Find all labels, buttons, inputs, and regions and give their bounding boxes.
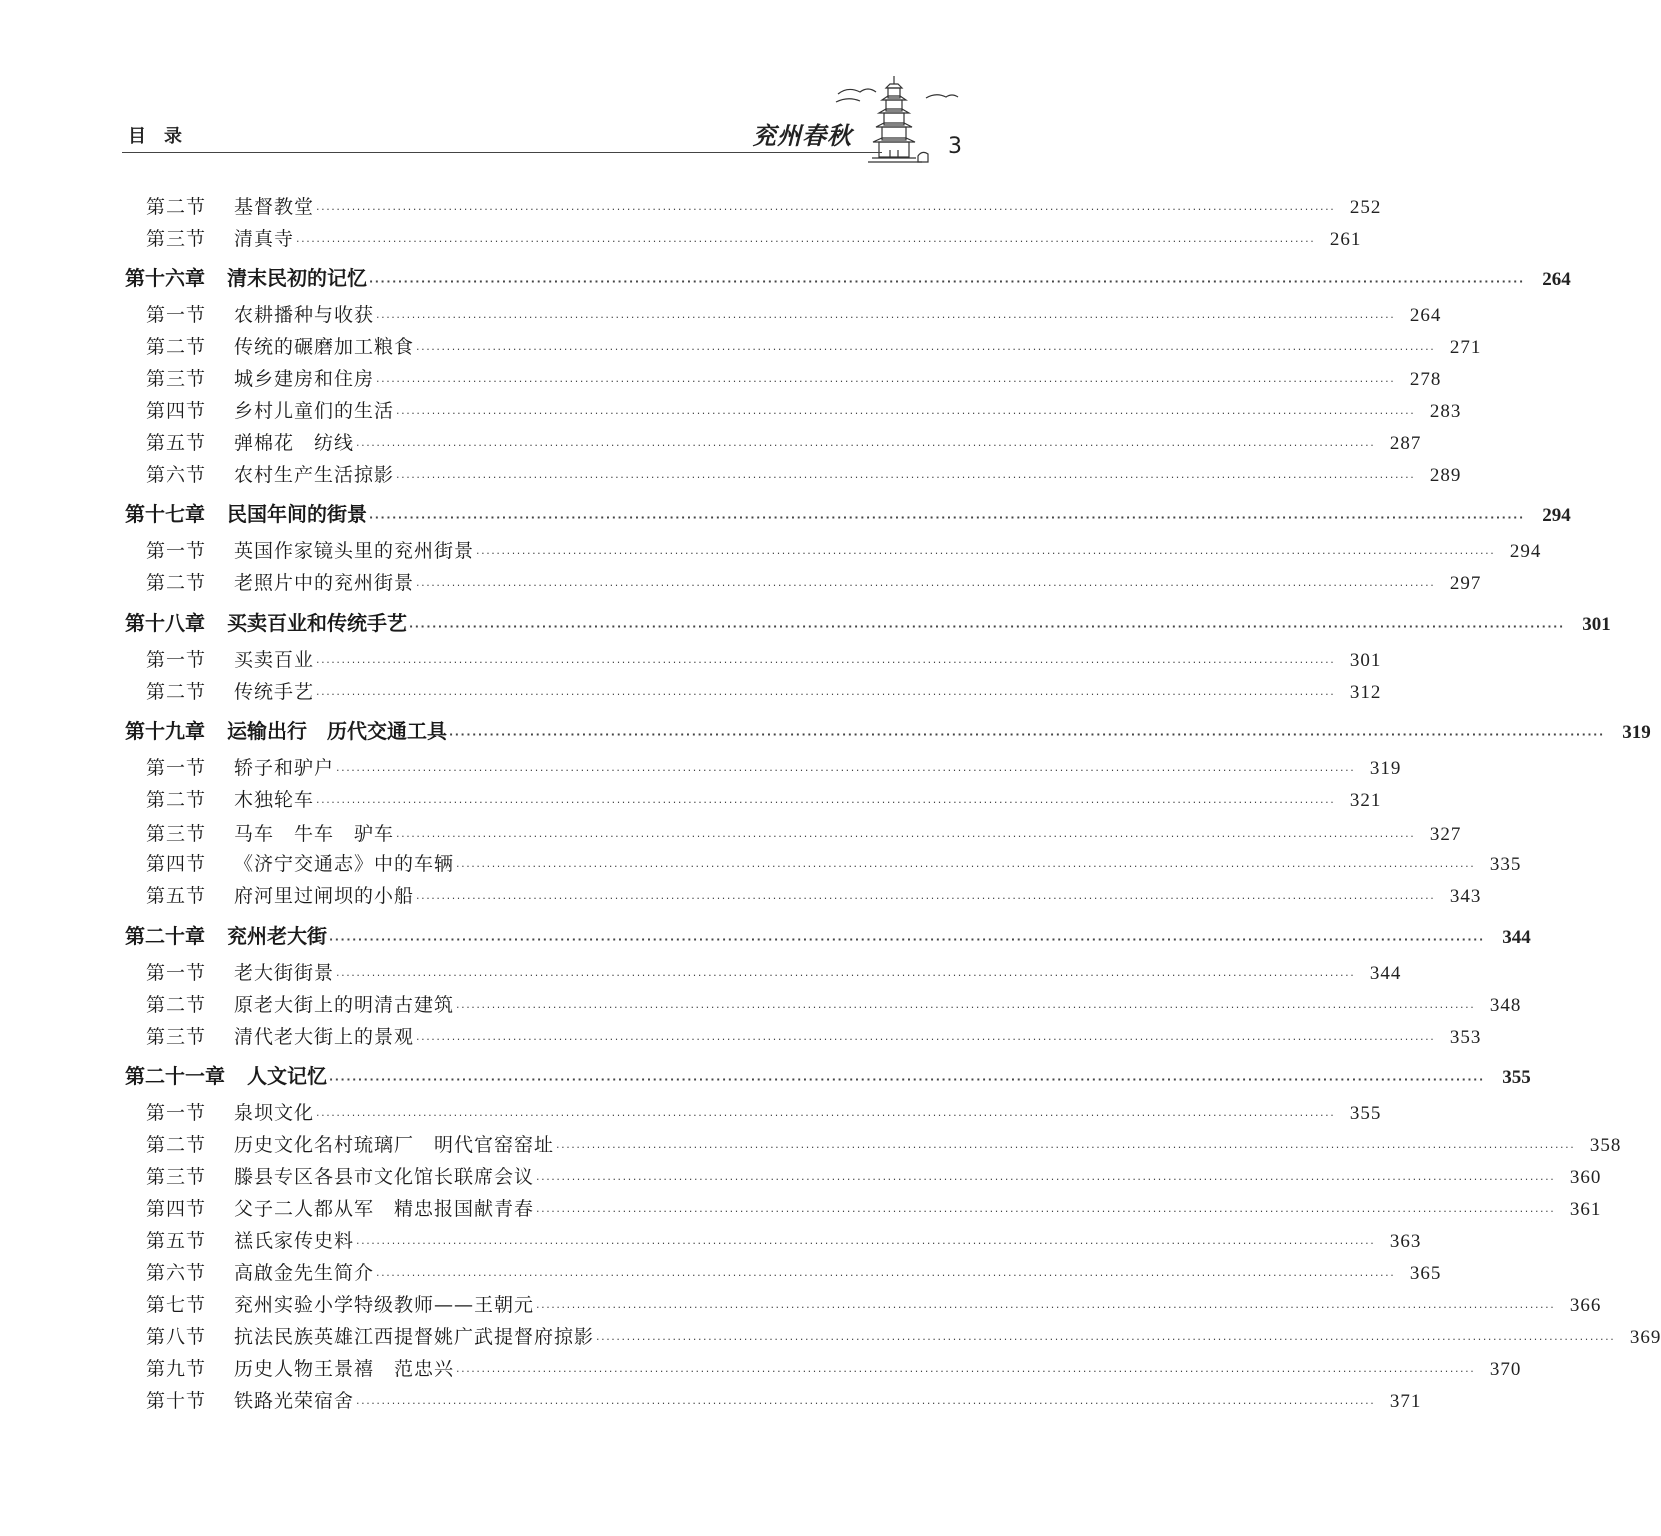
toc-section-row	[0, 224, 1362, 256]
toc-page-number: 312	[1349, 682, 1382, 703]
toc-chapter-number: 第二十章	[125, 924, 205, 948]
toc-section-row	[0, 1322, 1661, 1354]
toc-page-number: 264	[1409, 305, 1442, 326]
toc-section-number: 第二节	[146, 1134, 207, 1156]
toc-section-title: 铁路光荣宿舍	[234, 1390, 355, 1412]
toc-dot-leader: ········································································································································································································	[316, 688, 1336, 701]
toc-dot-leader: ········································································································································································································	[536, 1173, 1556, 1186]
toc-dot-leader: ········································································································································································································	[396, 407, 1416, 420]
toc-dot-leader: ········································································································································································································	[336, 969, 1356, 982]
header-book-title: 兖州春秋	[752, 121, 852, 150]
toc-section-number: 第四节	[146, 400, 207, 422]
toc-section-title: 农村生产生活掠影	[234, 464, 395, 486]
toc-section-title: 基督教堂	[234, 196, 315, 218]
toc-dot-leader: ········································································································································································································	[369, 511, 1525, 524]
toc-chapter-title: 人文记忆	[247, 1064, 327, 1088]
toc-page-number: 370	[1489, 1359, 1522, 1380]
pagoda-icon	[832, 72, 962, 172]
toc-section-title: 禚氏家传史料	[234, 1230, 355, 1252]
toc-section-number: 第一节	[146, 1102, 207, 1124]
toc-chapter-row	[0, 920, 1531, 952]
toc-page-number: 252	[1349, 197, 1382, 218]
toc-section-row	[0, 849, 1522, 881]
header-page-number: 3	[948, 134, 962, 159]
toc-section-number: 第一节	[146, 540, 207, 562]
toc-page-number: 335	[1489, 854, 1522, 875]
toc-section-title: 高啟金先生简介	[234, 1262, 375, 1284]
toc-section-row	[0, 1098, 1382, 1130]
toc-page-number: 327	[1429, 824, 1462, 845]
toc-section-row	[0, 819, 1462, 851]
toc-section-number: 第五节	[146, 432, 207, 454]
toc-page-number: 355	[1349, 1103, 1382, 1124]
toc-page-number: 344	[1502, 927, 1531, 948]
toc-chapter-number: 第十七章	[125, 502, 205, 526]
toc-page-number: 344	[1369, 963, 1402, 984]
toc-section-title: 轿子和驴户	[234, 757, 335, 779]
toc-section-number: 第一节	[146, 649, 207, 671]
toc-dot-leader: ········································································································································································································	[416, 892, 1436, 905]
toc-section-number: 第一节	[146, 304, 207, 326]
toc-section-title: 老照片中的兖州街景	[234, 572, 415, 594]
toc-section-row	[0, 332, 1482, 364]
toc-dot-leader: ········································································································································································································	[356, 1237, 1376, 1250]
toc-page-number: 321	[1349, 790, 1382, 811]
toc-dot-leader: ········································································································································································································	[416, 579, 1436, 592]
toc-page-number: 360	[1569, 1167, 1602, 1188]
toc-section-number: 第十节	[146, 1390, 207, 1412]
toc-page-number: 353	[1449, 1027, 1482, 1048]
toc-page-number: 289	[1429, 465, 1462, 486]
toc-dot-leader: ········································································································································································································	[409, 620, 1565, 633]
toc-section-number: 第二节	[146, 336, 207, 358]
toc-page-number: 365	[1409, 1263, 1442, 1284]
header-rule	[122, 152, 882, 153]
toc-section-title: 农耕播种与收获	[234, 304, 375, 326]
toc-section-number: 第四节	[146, 853, 207, 875]
toc-chapter-title: 清末民初的记忆	[227, 266, 367, 290]
toc-page-number: 319	[1622, 722, 1651, 743]
toc-dot-leader: ········································································································································································································	[449, 728, 1605, 741]
toc-section-row	[0, 881, 1482, 913]
toc-dot-leader: ········································································································································································································	[456, 1365, 1476, 1378]
toc-section-row	[0, 1258, 1442, 1290]
toc-section-number: 第九节	[146, 1358, 207, 1380]
toc-section-number: 第三节	[146, 228, 207, 250]
toc-page-number: 363	[1389, 1231, 1422, 1252]
toc-chapter-row	[0, 498, 1571, 530]
toc-section-row	[0, 1022, 1482, 1054]
toc-section-row	[0, 958, 1402, 990]
toc-section-row	[0, 1386, 1422, 1418]
toc-page-number: 355	[1502, 1067, 1531, 1088]
toc-section-number: 第三节	[146, 823, 207, 845]
toc-section-title: 乡村儿童们的生活	[234, 400, 395, 422]
toc-dot-leader: ········································································································································································································	[396, 830, 1416, 843]
toc-section-title: 马车 牛车 驴车	[234, 823, 395, 845]
toc-section-number: 第七节	[146, 1294, 207, 1316]
toc-section-number: 第二节	[146, 789, 207, 811]
toc-section-number: 第二节	[146, 196, 207, 218]
toc-chapter-title: 民国年间的街景	[227, 502, 367, 526]
toc-page-number: 319	[1369, 758, 1402, 779]
toc-dot-leader: ········································································································································································································	[396, 471, 1416, 484]
toc-chapter-title: 买卖百业和传统手艺	[227, 611, 407, 635]
toc-section-number: 第五节	[146, 1230, 207, 1252]
toc-section-row	[0, 1290, 1602, 1322]
toc-page-number: 301	[1349, 650, 1382, 671]
toc-section-number: 第六节	[146, 464, 207, 486]
toc-section-number: 第八节	[146, 1326, 207, 1348]
toc-section-number: 第二节	[146, 994, 207, 1016]
toc-section-row	[0, 1162, 1602, 1194]
toc-section-row	[0, 300, 1442, 332]
toc-section-title: 英国作家镜头里的兖州街景	[234, 540, 475, 562]
toc-dot-leader: ········································································································································································································	[316, 796, 1336, 809]
toc-section-row	[0, 990, 1522, 1022]
toc-section-title: 传统手艺	[234, 681, 315, 703]
toc-dot-leader: ········································································································································································································	[536, 1301, 1556, 1314]
toc-page-number: 348	[1489, 995, 1522, 1016]
toc-section-title: 历史人物王景禧 范忠兴	[234, 1358, 455, 1380]
toc-section-row	[0, 1226, 1422, 1258]
toc-section-number: 第一节	[146, 962, 207, 984]
toc-page-number: 278	[1409, 369, 1442, 390]
toc-section-row	[0, 460, 1462, 492]
toc-section-row	[0, 568, 1482, 600]
toc-dot-leader: ········································································································································································································	[556, 1141, 1576, 1154]
toc-section-title: 《济宁交通志》中的车辆	[234, 853, 455, 875]
toc-section-number: 第三节	[146, 1166, 207, 1188]
toc-chapter-number: 第十八章	[125, 611, 205, 635]
toc-page-number: 371	[1389, 1391, 1422, 1412]
toc-page-number: 294	[1542, 505, 1571, 526]
toc-section-title: 买卖百业	[234, 649, 315, 671]
toc-dot-leader: ········································································································································································································	[416, 343, 1436, 356]
toc-page-number: 294	[1509, 541, 1542, 562]
toc-section-title: 历史文化名村琉璃厂 明代官窑窑址	[234, 1134, 555, 1156]
toc-dot-leader: ········································································································································································································	[476, 547, 1496, 560]
toc-dot-leader: ········································································································································································································	[356, 1397, 1376, 1410]
toc-section-title: 清真寺	[234, 228, 295, 250]
toc-dot-leader: ········································································································································································································	[536, 1205, 1556, 1218]
toc-dot-leader: ········································································································································································································	[456, 1001, 1476, 1014]
toc-chapter-title: 兖州老大街	[227, 924, 327, 948]
toc-page-number: 261	[1329, 229, 1362, 250]
toc-section-number: 第六节	[146, 1262, 207, 1284]
toc-section-number: 第四节	[146, 1198, 207, 1220]
toc-chapter-row	[0, 715, 1651, 747]
toc-dot-leader: ········································································································································································································	[296, 235, 1316, 248]
toc-section-title: 原老大街上的明清古建筑	[234, 994, 455, 1016]
toc-section-title: 清代老大街上的景观	[234, 1026, 415, 1048]
toc-chapter-title: 运输出行 历代交通工具	[227, 719, 447, 743]
toc-section-title: 兖州实验小学特级教师——王朝元	[234, 1294, 535, 1316]
toc-section-row	[0, 1130, 1622, 1162]
toc-chapter-number: 第十九章	[125, 719, 205, 743]
toc-section-row	[0, 396, 1462, 428]
toc-section-number: 第一节	[146, 757, 207, 779]
toc-section-title: 城乡建房和住房	[234, 368, 375, 390]
toc-section-title: 父子二人都从军 精忠报国献青春	[234, 1198, 535, 1220]
toc-section-title: 泉坝文化	[234, 1102, 315, 1124]
toc-dot-leader: ········································································································································································································	[369, 275, 1525, 288]
toc-dot-leader: ········································································································································································································	[456, 860, 1476, 873]
toc-dot-leader: ········································································································································································································	[356, 439, 1376, 452]
toc-section-row	[0, 364, 1442, 396]
toc-section-row	[0, 1354, 1522, 1386]
header-section-label: 目录	[128, 126, 200, 147]
toc-page-number: 369	[1629, 1327, 1661, 1348]
toc-chapter-row	[0, 607, 1611, 639]
toc-dot-leader: ········································································································································································································	[416, 1033, 1436, 1046]
toc-section-title: 府河里过闸坝的小船	[234, 885, 415, 907]
toc-dot-leader: ········································································································································································································	[329, 1073, 1485, 1086]
toc-section-title: 弹棉花 纺线	[234, 432, 355, 454]
toc-section-row	[0, 1194, 1602, 1226]
toc-section-row	[0, 645, 1382, 677]
toc-section-row	[0, 192, 1382, 224]
toc-chapter-number: 第十六章	[125, 266, 205, 290]
toc-section-title: 滕县专区各县市文化馆长联席会议	[234, 1166, 535, 1188]
toc-section-title: 老大街街景	[234, 962, 335, 984]
toc-section-row	[0, 753, 1402, 785]
toc-chapter-row	[0, 1060, 1531, 1092]
toc-dot-leader: ········································································································································································································	[336, 764, 1356, 777]
toc-page-number: 343	[1449, 886, 1482, 907]
toc-dot-leader: ········································································································································································································	[316, 656, 1336, 669]
toc-section-title: 抗法民族英雄江西提督姚广武提督府掠影	[234, 1326, 595, 1348]
toc-section-row	[0, 785, 1382, 817]
toc-page-number: 297	[1449, 573, 1482, 594]
toc-dot-leader: ········································································································································································································	[596, 1333, 1616, 1346]
toc-dot-leader: ········································································································································································································	[376, 375, 1396, 388]
toc-dot-leader: ········································································································································································································	[316, 1109, 1336, 1122]
toc-section-number: 第三节	[146, 1026, 207, 1048]
page-header	[0, 0, 1080, 170]
toc-page-number: 358	[1589, 1135, 1622, 1156]
toc-page-number: 287	[1389, 433, 1422, 454]
toc-dot-leader: ········································································································································································································	[376, 1269, 1396, 1282]
toc-page-number: 271	[1449, 337, 1482, 358]
toc-section-row	[0, 428, 1422, 460]
toc-chapter-row	[0, 262, 1571, 294]
toc-section-title: 木独轮车	[234, 789, 315, 811]
toc-section-number: 第五节	[146, 885, 207, 907]
toc-section-number: 第二节	[146, 681, 207, 703]
toc-section-number: 第三节	[146, 368, 207, 390]
toc-section-title: 传统的碾磨加工粮食	[234, 336, 415, 358]
toc-page-number: 283	[1429, 401, 1462, 422]
toc-page-number: 361	[1569, 1199, 1602, 1220]
toc-section-row	[0, 536, 1542, 568]
toc-dot-leader: ········································································································································································································	[376, 311, 1396, 324]
toc-dot-leader: ········································································································································································································	[329, 933, 1485, 946]
toc-page-number: 301	[1582, 614, 1611, 635]
toc-dot-leader: ········································································································································································································	[316, 203, 1336, 216]
toc-section-row	[0, 677, 1382, 709]
toc-page-number: 366	[1569, 1295, 1602, 1316]
toc-section-number: 第二节	[146, 572, 207, 594]
toc-chapter-number: 第二十一章	[125, 1064, 225, 1088]
toc-page-number: 264	[1542, 269, 1571, 290]
